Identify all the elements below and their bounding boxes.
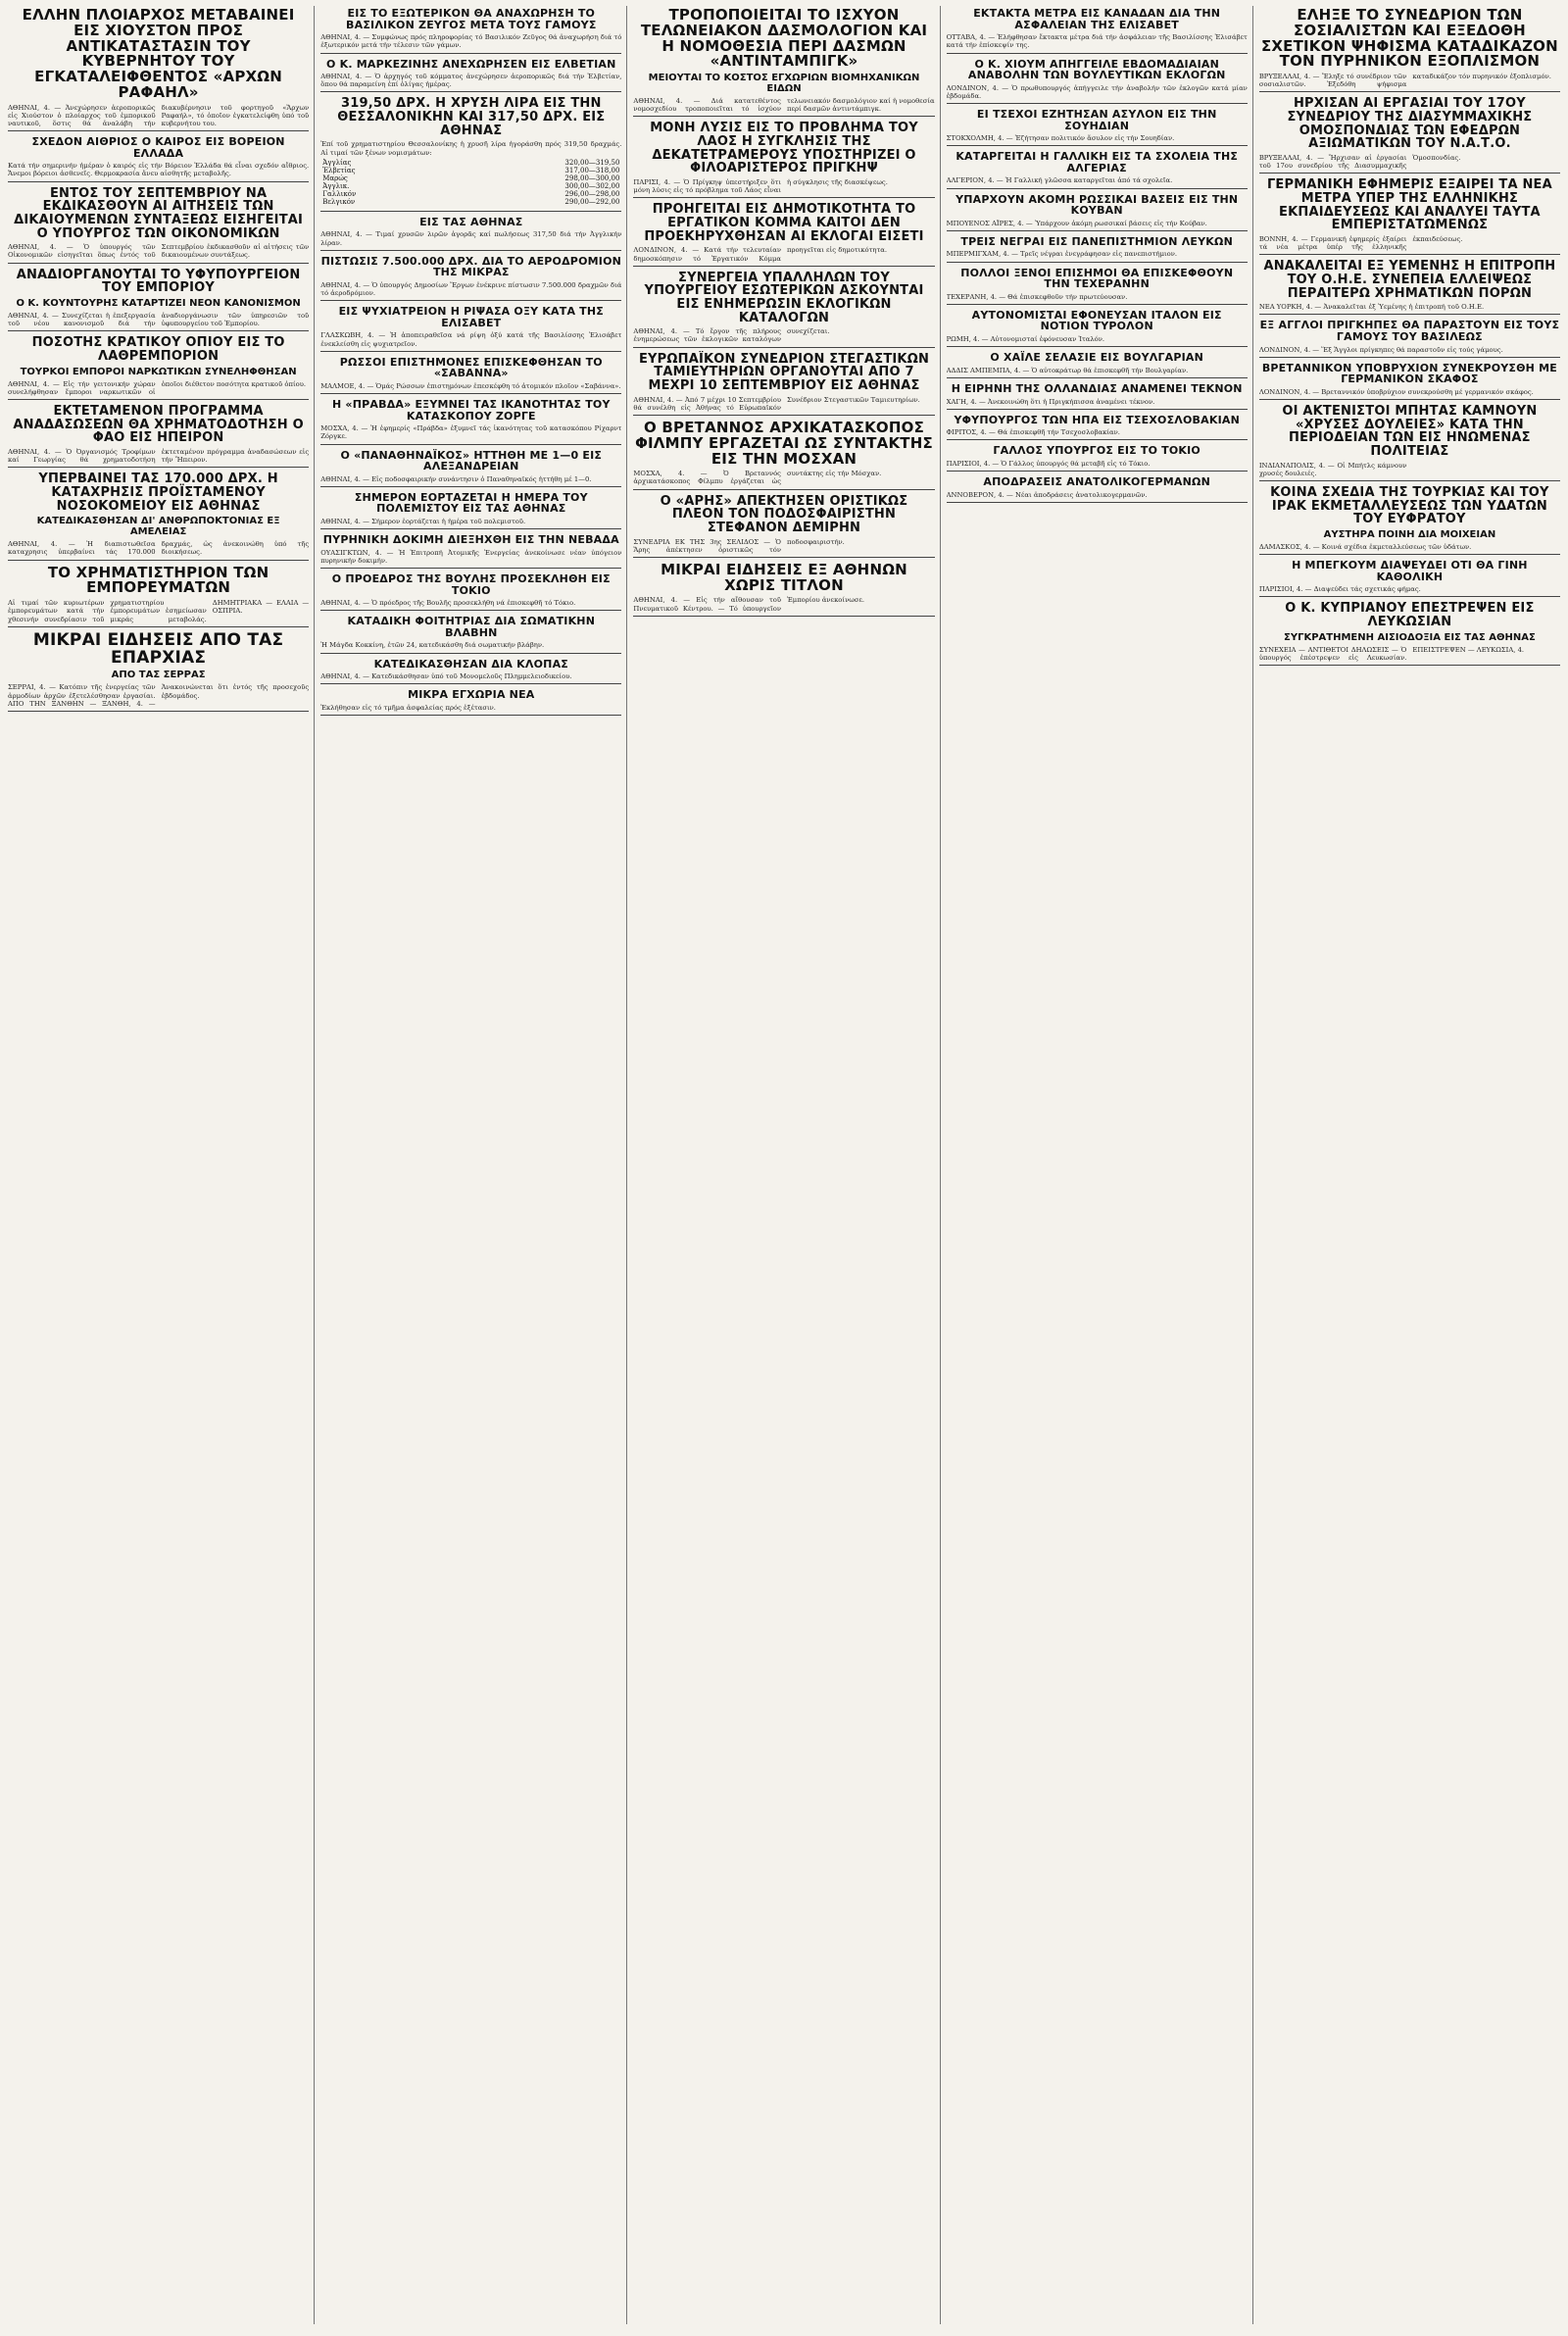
article-body: Ἐπί τοῦ χρηματιστηρίου Θεσσαλονίκης ἡ χρυσῆ λίρα ἠγοράσθη πρός 319,50 δραχμάς. Αἱ τιμαί τῶν ξένων νομισμάτων: bbox=[320, 140, 622, 157]
article-body: ΑΘΗΝΑΙ, 4. — Ὁ ὑπουργός Δημοσίων Ἔργων ἐνέκρινε πίστωσιν 7.500.000 δραχμῶν διά τό ἀεροδρόμιον. bbox=[320, 280, 622, 298]
article bbox=[1259, 361, 1560, 400]
article bbox=[633, 493, 934, 558]
headline: ΥΠΑΡΧΟΥΝ ΑΚΟΜΗ ΡΩΣΣΙΚΑΙ ΒΑΣΕΙΣ ΕΙΣ ΤΗΝ ΚΟΥΒΑΝ bbox=[956, 192, 1239, 218]
article bbox=[320, 57, 621, 93]
article bbox=[8, 471, 309, 560]
article-body: ΑΝΝΟΒΕΡΟΝ, 4. — Νέαι ἀποδράσεις ἀνατολικογερμανῶν. bbox=[946, 490, 1148, 499]
headline: Ο Κ. ΧΙΟΥΜ ΑΠΗΓΓΕΙΛΕ ΕΒΔΟΜΑΔΙΑΙΑΝ ΑΝΑΒΟΛΗΝ ΤΩΝ ΒΟΥΛΕΥΤΙΚΩΝ ΕΚΛΟΓΩΝ bbox=[967, 57, 1226, 82]
article-body: ΣΥΝΕΔΡΙΑ ΕΚ ΤΗΣ 3ης ΣΕΛΙΔΟΣ — Ὁ Ἄρης ἀπέκτησεν ὁριστικῶς τόν ποδοσφαιριστήν. bbox=[633, 537, 845, 554]
headline: ΕΝΤΟΣ ΤΟΥ ΣΕΠΤΕΜΒΡΙΟΥ ΝΑ ΕΚΔΙΚΑΣΘΟΥΝ ΑΙ ΑΙΤΗΣΕΙΣ ΤΩΝ ΔΙΚΑΙΟΥΜΕΝΩΝ ΣΥΝΤΑΞΕΩΣ ΕΙΣΗΓΕΙΤΑΙ Ο ΥΠΟΥΡΓΟΣ ΤΩΝ ΟΙΚΟΝΟΜΙΚΩΝ bbox=[14, 185, 304, 241]
price-label: Ἐλβετίας bbox=[322, 166, 356, 174]
article bbox=[1259, 318, 1560, 357]
headline: ΠΡΟΗΓΕΙΤΑΙ ΕΙΣ ΔΗΜΟΤΙΚΟΤΗΤΑ ΤΟ ΕΡΓΑΤΙΚΟΝ ΚΟΜΜΑ ΚΑΙΤΟΙ ΔΕΝ ΠΡΟΕΚΗΡΥΧΘΗΣΑΝ ΑΙ ΕΚΛΟΓΑΙ ΕΙΣΕΤΙ bbox=[644, 202, 924, 244]
headline: ΠΟΛΛΟΙ ΞΕΝΟΙ ΕΠΙΣΗΜΟΙ ΘΑ ΕΠΙΣΚΕΦΘΟΥΝ ΤΗΝ ΤΕΧΕΡΑΝΗΝ bbox=[960, 266, 1234, 291]
article-body: ΧΑΓΗ, 4. — Ἀνεκοινώθη ὅτι ἡ Πριγκήπισσα ἀναμένει τέκνον. bbox=[946, 397, 1155, 406]
article-body: ΛΟΝΔΙΝΟΝ, 4. — Ὁ πρωθυπουργός ἀπήγγειλε τήν ἀναβολήν τῶν ἐκλογῶν κατά μίαν ἑβδομάδα. bbox=[946, 83, 1248, 100]
price-value: 290,00—292,00 bbox=[564, 197, 620, 206]
article-body: ΑΘΗΝΑΙ, 4. — Εἰς ποδοσφαιρικήν συνάντησιν ὁ Παναθηναϊκός ἡττήθη μέ 1—0. bbox=[320, 474, 592, 483]
article-body: ΤΕΧΕΡΑΝΗ, 4. — Θά ἐπισκεφθοῦν τήν πρωτεύουσαν. bbox=[946, 292, 1128, 301]
article-body: ΑΘΗΝΑΙ, 4. — Ἀπό 7 μέχρι 10 Σεπτεμβρίου θά συνέλθη εἰς Ἀθήνας τό Εὐρωπαϊκόν Συνέδριον Στεγαστικῶν Ταμιευτηρίων. bbox=[633, 395, 920, 412]
article bbox=[320, 6, 621, 54]
article bbox=[947, 234, 1248, 263]
subheadline: ΑΠΟ ΤΑΣ ΣΕΡΡΑΣ bbox=[111, 670, 206, 681]
article-body: ΑΘΗΝΑΙ, 4. — Εἰς τήν γειτονικήν χώραν συνελήφθησαν ἔμποροι ναρκωτικῶν οἱ ὁποῖοι διέθετον ποσότητα κρατικοῦ ὀπίου. bbox=[8, 379, 306, 396]
article bbox=[633, 6, 934, 117]
headline: ΠΟΣΟΤΗΣ ΚΡΑΤΙΚΟΥ ΟΠΙΟΥ ΕΙΣ ΤΟ ΛΑΘΡΕΜΠΟΡΙΟΝ bbox=[31, 335, 285, 364]
price-table bbox=[320, 159, 621, 206]
table-row bbox=[320, 198, 621, 206]
article-body: ΑΘΗΝΑΙ, 4. — Ἡ διαπιστωθεῖσα καταχρησις ὑπερβαίνει τάς 170.000 δραχμάς, ὡς ἀνεκοινώθη ὑπό τῆς διοικήσεως. bbox=[8, 540, 310, 557]
article bbox=[947, 266, 1248, 305]
article-body: ΜΟΣΧΑ, 4. — Ἡ ἐφημερίς «Πράβδα» ἐξυμνεῖ τάς ἱκανότητας τοῦ κατασκόπου Ρίχαρντ Ζόργκε. bbox=[320, 424, 622, 441]
article bbox=[633, 270, 934, 348]
headline: ΓΑΛΛΟΣ ΥΠΟΥΡΓΟΣ ΕΙΣ ΤΟ ΤΟΚΙΟ bbox=[993, 444, 1200, 458]
article bbox=[947, 149, 1248, 188]
article-body: ΑΘΗΝΑΙ, 4. — Σήμερον ἑορτάζεται ἡ ἡμέρα τοῦ πολεμιστοῦ. bbox=[320, 517, 526, 525]
article-body: ΑΘΗΝΑΙ, 4. — Κατεδικάσθησαν ὑπό τοῦ Μονομελοῦς Πλημμελειοδικείου. bbox=[320, 672, 572, 681]
article-body: ΑΔΔΙΣ ΑΜΠΕΜΠΑ, 4. — Ὁ αὐτοκράτωρ θά ἐπισκεφθῆ τήν Βουλγαρίαν. bbox=[946, 366, 1189, 374]
headline: ΣΗΜΕΡΟΝ ΕΟΡΤΑΖΕΤΑΙ Η ΗΜΕΡΑ ΤΟΥ ΠΟΛΕΜΙΣΤΟΥ ΕΙΣ ΤΑΣ ΑΘΗΝΑΣ bbox=[354, 490, 588, 516]
article-body: ΑΘΗΝΑΙ, 4. — Συμφώνως πρός πληροφορίας τό Βασιλικόν Ζεῦγος θά ἀναχωρήση διά τό ἐξωτερικόν μετά τήν τέλεσιν τῶν γάμων. bbox=[320, 33, 622, 50]
article-body: Αἱ τιμαί τῶν κυριωτέρων ἐμπορευμάτων κατά τήν χθεσινήν συνεδρίασιν τοῦ χρηματιστηρίου ἐμπορευμάτων ἐσημείωσαν μικράς μεταβολάς. ΔΗΜΗΤΡΙΑΚΑ — ΕΛΑΙΑ — ΟΣΠΡΙΑ. bbox=[8, 599, 310, 623]
headline: ΚΑΤΑΡΓΕΙΤΑΙ Η ΓΑΛΛΙΚΗ ΕΙΣ ΤΑ ΣΧΟΛΕΙΑ ΤΗΣ ΑΛΓΕΡΙΑΣ bbox=[956, 150, 1239, 174]
article bbox=[633, 201, 934, 266]
headline: ΓΕΡΜΑΝΙΚΗ ΕΦΗΜΕΡΙΣ ΕΞΑΙΡΕΙ ΤΑ ΝΕΑ ΜΕΤΡΑ ΥΠΕΡ ΤΗΣ ΕΛΛΗΝΙΚΗΣ ΕΚΠΑΙΔΕΥΣΕΩΣ ΚΑΙ ΑΝΑΛΥΕΙ ΤΑΥΤΑ ΕΜΠΕΡΙΣΤΑΤΩΜΕΝΩΣ bbox=[1266, 177, 1552, 233]
column-2 bbox=[320, 6, 627, 2324]
price-value: 296,00—298,00 bbox=[564, 189, 620, 198]
headline: ΚΑΤΑΔΙΚΗ ΦΟΙΤΗΤΡΙΑΣ ΔΙΑ ΣΩΜΑΤΙΚΗΝ ΒΛΑΒΗΝ bbox=[347, 615, 596, 639]
article bbox=[1259, 6, 1560, 92]
article bbox=[1259, 403, 1560, 481]
article bbox=[947, 107, 1248, 146]
headline: ΗΡΧΙΣΑΝ ΑΙ ΕΡΓΑΣΙΑΙ ΤΟΥ 17ΟΥ ΣΥΝΕΔΡΙΟΥ ΤΗΣ ΔΙΑΣΥΜΜΑΧΙΚΗΣ ΟΜΟΣΠΟΝΔΙΑΣ ΤΩΝ ΕΦΕΔΡΩΝ ΑΞΙΩΜΑΤΙΚΩΝ ΤΟΥ Ν.Α.Τ.Ο. bbox=[1287, 96, 1533, 152]
article-body: ΛΟΝΔΙΝΟΝ, 4. — Ἕξ Ἄγγλοι πρίγκηπες θά παραστοῦν εἰς τούς γάμους. bbox=[1258, 345, 1503, 354]
article-body: ΑΘΗΝΑΙ, 4. — Ἀνεχώρησεν ἀεροπορικῶς εἰς Χιούστον ὁ πλοίαρχος τοῦ ἐμπορικοῦ ναυτικοῦ, ὅστις θά ἀναλάβη τήν διακυβέρνησιν τοῦ φορτηγοῦ «Ἄρχων Ραφαήλ», τό ὁποῖον ἐγκατελείφθη ὑπό τοῦ κυβερνήτου του. bbox=[8, 103, 310, 127]
article bbox=[320, 95, 621, 211]
price-value: 317,00—318,00 bbox=[564, 166, 620, 174]
article-body: ΑΘΗΝΑΙ, 4. — Τιμαί χρυσῶν λιρῶν ἀγορᾶς καί πωλήσεως 317,50 διά τήν Ἀγγλικήν λίραν. bbox=[320, 230, 622, 247]
article-body: ΠΑΡΙΣΙ, 4. — Ὁ Πρίγκηψ ὑπεστήριξεν ὅτι μόνη λύσις εἰς τό πρόβλημα τοῦ Λάος εἶναι ἡ σύγκλησις τῆς διασκέψεως. bbox=[633, 177, 888, 195]
article-body: ΒΟΝΝΗ, 4. — Γερμανική ἐφημερίς ἐξαίρει τά νέα μέτρα ὑπέρ τῆς ἑλληνικῆς ἐκπαιδεύσεως. bbox=[1258, 234, 1463, 252]
article-body: ΒΡΥΞΕΛΛΑΙ, 4. — Ἔληξε τό συνέδριον τῶν σοσιαλιστῶν. Ἐξεδόθη ψήφισμα καταδικάζον τόν πυρηνικόν ἐξοπλισμόν. bbox=[1258, 73, 1551, 89]
price-value: 320,00—319,50 bbox=[564, 158, 620, 167]
headline: ΕΙΣ ΨΥΧΙΑΤΡΕΙΟΝ Η ΡΙΨΑΣΑ ΟΞΥ ΚΑΤΑ ΤΗΣ ΕΛΙΣΑΒΕΤ bbox=[338, 305, 605, 329]
headline: Ο Κ. ΚΥΠΡΙΑΝΟΥ ΕΠΕΣΤΡΕΨΕΝ ΕΙΣ ΛΕΥΚΩΣΙΑΝ bbox=[1285, 601, 1535, 630]
article-body: ΙΝΔΙΑΝΑΠΟΛΙΣ, 4. — Οἱ Μπήτλς κάμνουν χρυσές δουλειές. bbox=[1258, 461, 1407, 477]
article bbox=[947, 443, 1248, 472]
article-body: ΜΑΛΜΟΕ, 4. — Ὁμάς Ρώσσων ἐπιστημόνων ἐπεσκέφθη τό ἀτομικόν πλοῖον «Σαβάννα». bbox=[320, 381, 621, 390]
headline: ΚΑΤΕΔΙΚΑΣΘΗΣΑΝ ΔΙΑ ΚΛΟΠΑΣ bbox=[373, 657, 568, 671]
article bbox=[1259, 484, 1560, 555]
article bbox=[320, 215, 621, 251]
article-body: ΑΘΗΝΑΙ, 4. — Συνεχίζεται ἡ ἐπεξεργασία τοῦ νέου κανονισμοῦ διά τήν ἀναδιοργάνωσιν τῶν ὑπηρεσιῶν τοῦ ὑφυπουργείου τοῦ Ἐμπορίου. bbox=[8, 311, 310, 328]
article bbox=[947, 350, 1248, 378]
headline: ΠΙΣΤΩΣΙΣ 7.500.000 ΔΡΧ. ΔΙΑ ΤΟ ΑΕΡΟΔΡΟΜΙΟΝ ΤΗΣ ΜΙΚΡΑΣ bbox=[320, 254, 622, 279]
article bbox=[320, 397, 621, 445]
article-body: ΛΟΝΔΙΝΟΝ, 4. — Κατά τήν τελευταίαν δημοσκόπησιν τό Ἐργατικόν Κόμμα προηγεῖται εἰς δημοτικότητα. bbox=[633, 246, 887, 263]
article-body: ΡΩΜΗ, 4. — Αὐτονομισταί ἐφόνευσαν Ἰταλόν. bbox=[946, 335, 1105, 344]
article-body: ΦΙΡΙΤΟΣ, 4. — Θά ἐπισκεφθῆ τήν Τσεχοσλοβακίαν. bbox=[946, 428, 1120, 437]
table-row bbox=[320, 190, 621, 198]
article-body: ΑΘΗΝΑΙ, 4. — Ὁ ὑπουργός τῶν Οἰκονομικῶν εἰσηγεῖται ὅπως ἐντός τοῦ Σεπτεμβρίου ἐκδικασθοῦν αἱ αἰτήσεις τῶν δικαιουμένων συντάξεως. bbox=[8, 243, 310, 260]
table-row bbox=[320, 167, 621, 174]
headline: ΑΝΑΔΙΟΡΓΑΝΟΥΤΑΙ ΤΟ ΥΦΥΠΟΥΡΓΕΙΟΝ ΤΟΥ ΕΜΠΟΡΙΟΥ bbox=[16, 267, 301, 296]
article bbox=[8, 630, 309, 712]
article bbox=[947, 192, 1248, 231]
article bbox=[947, 413, 1248, 441]
article-body: ΑΘΗΝΑΙ, 4. — Τό ἔργον τῆς πλήρους ἐνημερώσεως τῶν ἐκλογικῶν καταλόγων συνεχίζεται. bbox=[633, 327, 830, 344]
price-value: 298,00—300,00 bbox=[564, 174, 620, 182]
subheadline: ΑΥΣΤΗΡΑ ΠΟΙΝΗ ΔΙΑ ΜΟΙΧΕΙΑΝ bbox=[1323, 528, 1496, 540]
article bbox=[1259, 258, 1560, 315]
article bbox=[320, 687, 621, 716]
article bbox=[8, 185, 309, 264]
article-body: ΜΟΣΧΑ, 4. — Ὁ Βρεταννός ἀρχικατάσκοπος Φίλμπυ ἐργάζεται ὡς συντάκτης εἰς τήν Μόσχαν. bbox=[633, 470, 882, 486]
article bbox=[320, 304, 621, 352]
headline: Ο ΧΑΪΛΕ ΣΕΛΑΣΙΕ ΕΙΣ ΒΟΥΛΓΑΡΙΑΝ bbox=[990, 351, 1204, 365]
headline: Η «ΠΡΑΒΔΑ» ΕΞΥΜΝΕΙ ΤΑΣ ΙΚΑΝΟΤΗΤΑΣ ΤΟΥ ΚΑΤΑΣΚΟΠΟΥ ΖΟΡΓΕ bbox=[331, 398, 611, 422]
price-label: Μαρώς bbox=[322, 174, 348, 182]
headline: Ο Κ. ΜΑΡΚΕΖΙΝΗΣ ΑΝΕΧΩΡΗΣΕΝ ΕΙΣ ΕΛΒΕΤΙΑΝ bbox=[326, 57, 616, 71]
headline: Η ΕΙΡΗΝΗ ΤΗΣ ΟΛΛΑΝΔΙΑΣ ΑΝΑΜΕΝΕΙ ΤΕΚΝΟΝ bbox=[951, 381, 1243, 395]
headline: ΤΡΕΙΣ ΝΕΓΡΑΙ ΕΙΣ ΠΑΝΕΠΙΣΤΗΜΙΟΝ ΛΕΥΚΩΝ bbox=[960, 234, 1233, 248]
headline: ΜΙΚΡΑ ΕΓΧΩΡΙΑ ΝΕΑ bbox=[408, 688, 535, 702]
article-body: Ἡ Μάγδα Κοκκίνη, ἐτῶν 24, κατεδικάσθη διά σωματικήν βλάβην. bbox=[320, 641, 545, 650]
article-body: ΑΘΗΝΑΙ, 4. — Ὁ πρόεδρος τῆς Βουλῆς προσεκλήθη νά ἐπισκεφθῆ τό Τόκιο. bbox=[320, 599, 576, 608]
article-body: ΑΘΗΝΑΙ, 4. — Εἰς τήν αἴθουσαν τοῦ Πνευματικοῦ Κέντρου. — Τό ὑπουργεῖον Ἐμπορίου ἀνεκοίνωσε. bbox=[633, 596, 865, 613]
headline: ΕΥΡΩΠΑΪΚΟΝ ΣΥΝΕΔΡΙΟΝ ΣΤΕΓΑΣΤΙΚΩΝ ΤΑΜΙΕΥΤΗΡΙΩΝ ΟΡΓΑΝΟΥΤΑΙ ΑΠΟ 7 ΜΕΧΡΙ 10 ΣΕΠΤΕΜΒΡΙΟΥ ΕΙΣ ΑΘΗΝΑΣ bbox=[638, 351, 930, 393]
article-body: ΣΕΡΡΑΙ, 4. — Κατόπιν τῆς ἐνεργείας τῶν ἁρμοδίων ἀρχῶν ἐξετελέσθησαν ἐργασίαι. ΑΠΟ ΤΗΝ ΞΑΝΘΗΝ — ΞΑΝΘΗ, 4. — Ἀνακοινώνεται ὅτι ἐντός τῆς προσεχοῦς ἑβδομάδος. bbox=[8, 683, 310, 708]
subheadline: ΤΟΥΡΚΟΙ ΕΜΠΟΡΟΙ ΝΑΡΚΩΤΙΚΩΝ ΣΥΝΕΛΗΦΘΗΣΑΝ bbox=[20, 366, 297, 377]
headline: ΑΥΤΟΝΟΜΙΣΤΑΙ ΕΦΟΝΕΥΣΑΝ ΙΤΑΛΟΝ ΕΙΣ ΝΟΤΙΟΝ ΤΥΡΟΛΟΝ bbox=[971, 308, 1222, 333]
article bbox=[633, 351, 934, 416]
column-3 bbox=[633, 6, 940, 2324]
article bbox=[947, 381, 1248, 410]
price-label: Ἀγγλίας bbox=[322, 158, 352, 167]
article-body: ΣΤΟΚΧΟΛΜΗ, 4. — Ἐζήτησαν πολιτικόν ἄσυλον εἰς τήν Σουηδίαν. bbox=[946, 134, 1175, 143]
column-4 bbox=[947, 6, 1253, 2324]
headline: ΕΙ ΤΣΕΧΟΙ ΕΖΗΤΗΣΑΝ ΑΣΥΛΟΝ ΕΙΣ ΤΗΝ ΣΟΥΗΔΙΑΝ bbox=[976, 108, 1217, 132]
article bbox=[320, 448, 621, 487]
article-body: ΠΑΡΙΣΙΟΙ, 4. — Ὁ Γάλλος ὑπουργός θά μεταβῆ εἰς τό Τόκιο. bbox=[946, 460, 1151, 469]
subheadline: ΚΑΤΕΔΙΚΑΣΘΗΣΑΝ ΔΙ' ΑΝΘΡΩΠΟΚΤΟΝΙΑΣ ΕΞ ΑΜΕΛΕΙΑΣ bbox=[36, 516, 280, 538]
headline: ΑΝΑΚΑΛΕΙΤΑΙ ΕΞ ΥΕΜΕΝΗΣ Η ΕΠΙΤΡΟΠΗ ΤΟΥ Ο.Η.Ε. ΣΥΝΕΠΕΙΑ ΕΛΛΕΙΨΕΩΣ ΠΕΡΑΙΤΕΡΩ ΧΡΗΜΑΤΙΚΩΝ ΠΟΡΩΝ bbox=[1263, 259, 1556, 301]
article bbox=[8, 267, 309, 332]
headline: Η ΜΠΕΓΚΟΥΜ ΔΙΑΨΕΥΔΕΙ ΟΤΙ ΘΑ ΓΙΝΗ ΚΑΘΟΛΙΚΗ bbox=[1292, 559, 1528, 583]
article-body: ΑΘΗΝΑΙ, 4. — Ὁ ἀρχηγός τοῦ κόμματος ἀνεχώρησεν ἀεροπορικῶς διά τήν Ἐλβετίαν, ὅπου θά παραμείνη ἐπί ὀλίγας ἡμέρας. bbox=[320, 73, 622, 89]
headline: ΕΙΣ ΤΟ ΕΞΩΤΕΡΙΚΟΝ ΘΑ ΑΝΑΧΩΡΗΣΗ ΤΟ ΒΑΣΙΛΙΚΟΝ ΖΕΥΓΟΣ ΜΕΤΑ ΤΟΥΣ ΓΑΜΟΥΣ bbox=[346, 7, 597, 31]
article-body: ΔΑΜΑΣΚΟΣ, 4. — Κοινά σχέδια ἐκμεταλλεύσεως τῶν ὑδάτων. bbox=[1258, 542, 1472, 551]
table-row bbox=[320, 159, 621, 167]
article bbox=[1259, 600, 1560, 666]
article bbox=[320, 532, 621, 569]
article bbox=[947, 474, 1248, 503]
headline: ΥΠΕΡΒΑΙΝΕΙ ΤΑΣ 170.000 ΔΡΧ. Η ΚΑΤΑΧΡΗΣΙΣ ΠΡΟΪΣΤΑΜΕΝΟΥ ΝΟΣΟΚΟΜΕΙΟΥ ΕΙΣ ΑΘΗΝΑΣ bbox=[38, 472, 278, 514]
article-body: ΠΑΡΙΣΙΟΙ, 4. — Διαψεύδει τάς σχετικάς φήμας. bbox=[1258, 585, 1421, 594]
headline: ΚΟΙΝΑ ΣΧΕΔΙΑ ΤΗΣ ΤΟΥΡΚΙΑΣ ΚΑΙ ΤΟΥ ΙΡΑΚ ΕΚΜΕΤΑΛΛΕΥΣΕΩΣ ΤΩΝ ΥΔΑΤΩΝ ΤΟΥ ΕΥΦΡΑΤΟΥ bbox=[1270, 485, 1549, 527]
headline: ΕΞ ΑΓΓΛΟΙ ΠΡΙΓΚΗΠΕΣ ΘΑ ΠΑΡΑΣΤΟΥΝ ΕΙΣ ΤΟΥΣ ΓΑΜΟΥΣ ΤΟΥ ΒΑΣΙΛΕΩΣ bbox=[1259, 319, 1560, 344]
column-5 bbox=[1259, 6, 1560, 2324]
article bbox=[320, 490, 621, 529]
article-body: ΛΟΝΔΙΝΟΝ, 4. — Βρεταννικόν ὑποβρύχιον συνεκρούσθη μέ γερμανικόν σκάφος. bbox=[1258, 387, 1534, 396]
article bbox=[320, 657, 621, 685]
article-body: ΜΠΟΥΕΝΟΣ ΑΪΡΕΣ, 4. — Ὑπάρχουν ἀκόμη ρωσσικαί βάσεις εἰς τήν Κούβαν. bbox=[946, 219, 1207, 227]
headline: ΥΦΥΠΟΥΡΓΟΣ ΤΩΝ ΗΠΑ ΕΙΣ ΤΣΕΧΟΣΛΟΒΑΚΙΑΝ bbox=[954, 413, 1240, 426]
article-body: Ἐκλήθησαν εἰς τό τμῆμα ἀσφαλείας πρός ἐξέτασιν. bbox=[320, 703, 496, 712]
newspaper-page bbox=[8, 6, 1560, 2324]
headline: ΜΙΚΡΑΙ ΕΙΔΗΣΕΙΣ ΕΞ ΑΘΗΝΩΝ ΧΩΡΙΣ ΤΙΤΛΟΝ bbox=[661, 560, 907, 594]
article-body: ΓΛΑΣΚΩΒΗ, 4. — Ἡ ἀποπειραθεῖσα νά ρίψη ὀξύ κατά τῆς Βασιλίσσης Ἐλισάβετ ἐνεκλείσθη εἰς ψυχιατρεῖον. bbox=[320, 331, 622, 348]
article bbox=[947, 57, 1248, 105]
article bbox=[8, 134, 309, 182]
article bbox=[320, 355, 621, 394]
price-label: Βελγικόν bbox=[322, 197, 356, 206]
headline: ΣΥΝΕΡΓΕΙΑ ΥΠΑΛΛΗΛΩΝ ΤΟΥ ΥΠΟΥΡΓΕΙΟΥ ΕΣΩΤΕΡΙΚΩΝ ΑΣΚΟΥΝΤΑΙ ΕΙΣ ΕΝΗΜΕΡΩΣΙΝ ΕΚΛΟΓΙΚΩΝ ΚΑΤΑΛΟΓΩΝ bbox=[644, 270, 924, 325]
article-body: ΒΡΥΞΕΛΛΑΙ, 4. — Ἤρχισαν αἱ ἐργασίαι τοῦ 17ου συνεδρίου τῆς Διασυμμαχικῆς Ὁμοσπονδίας. bbox=[1258, 153, 1461, 171]
headline: ΒΡΕΤΑΝΝΙΚΟΝ ΥΠΟΒΡΥΧΙΟΝ ΣΥΝΕΚΡΟΥΣΘΗ ΜΕ ΓΕΡΜΑΝΙΚΟΝ ΣΚΑΦΟΣ bbox=[1261, 361, 1557, 386]
article bbox=[8, 334, 309, 400]
headline: ΜΙΚΡΑΙ ΕΙΔΗΣΕΙΣ ΑΠΟ ΤΑΣ ΕΠΑΡΧΙΑΣ bbox=[32, 629, 284, 668]
headline: ΠΥΡΗΝΙΚΗ ΔΟΚΙΜΗ ΔΙΕΞΗΧΘΗ ΕΙΣ ΤΗΝ ΝΕΒΑΔΑ bbox=[322, 533, 619, 547]
headline: ΑΠΟΔΡΑΣΕΙΣ ΑΝΑΤΟΛΙΚΟΓΕΡΜΑΝΩΝ bbox=[983, 475, 1211, 489]
article bbox=[1259, 95, 1560, 174]
column-1 bbox=[8, 6, 315, 2324]
article bbox=[947, 308, 1248, 347]
headline: Ο ΒΡΕΤΑΝΝΟΣ ΑΡΧΙΚΑΤΑΣΚΟΠΟΣ ΦΙΛΜΠΥ ΕΡΓΑΖΕΤΑΙ ΩΣ ΣΥΝΤΑΚΤΗΣ ΕΙΣ ΤΗΝ ΜΟΣΧΑΝ bbox=[635, 419, 933, 468]
headline: ΟΙ ΑΚΤΕΝΙΣΤΟΙ ΜΠΗΤΑΣ ΚΑΜΝΟΥΝ «ΧΡΥΣΕΣ ΔΟΥΛΕΙΕΣ» ΚΑΤΑ ΤΗΝ ΠΕΡΙΟΔΕΙΑΝ ΤΩΝ ΕΙΣ ΗΝΩΜΕΝΑΣ ΠΟΛΙΤΕΙΑΣ bbox=[1282, 404, 1538, 459]
article bbox=[320, 572, 621, 611]
article bbox=[633, 561, 934, 617]
headline: ΜΟΝΗ ΛΥΣΙΣ ΕΙΣ ΤΟ ΠΡΟΒΛΗΜΑ ΤΟΥ ΛΑΟΣ Η ΣΥΓΚΛΗΣΙΣ ΤΗΣ ΔΕΚΑΤΕΤΡΑΜΕΡΟΥΣ ΥΠΟΣΤΗΡΙΖΕΙ Ο ΦΙΛΟΑΡΙΣΤΕΡΟΣ ΠΡΙΓΚΗΨ bbox=[650, 121, 918, 176]
subheadline: Ο Κ. ΚΟΥΝΤΟΥΡΗΣ ΚΑΤΑΡΤΙΖΕΙ ΝΕΟΝ ΚΑΝΟΝΙΣΜΟΝ bbox=[16, 297, 301, 309]
headline: ΤΟ ΧΡΗΜΑΤΙΣΤΗΡΙΟΝ ΤΩΝ ΕΜΠΟΡΕΥΜΑΤΩΝ bbox=[47, 563, 270, 597]
article-body: ΜΠΕΡΜΙΓΧΑΜ, 4. — Τρεῖς νέγραι ἐνεγράφησαν εἰς πανεπιστήμιον. bbox=[946, 250, 1178, 259]
subheadline: ΜΕΙΟΥΤΑΙ ΤΟ ΚΟΣΤΟΣ ΕΓΧΩΡΙΩΝ ΒΙΟΜΗΧΑΝΙΚΩΝ ΕΙΔΩΝ bbox=[648, 73, 920, 94]
article bbox=[320, 254, 621, 302]
headline: ΕΛΛΗΝ ΠΛΟΙΑΡΧΟΣ ΜΕΤΑΒΑΙΝΕΙ ΕΙΣ ΧΙΟΥΣΤΟΝ ΠΡΟΣ ΑΝΤΙΚΑΤΑΣΤΑΣΙΝ ΤΟΥ ΚΥΒΕΡΝΗΤΟΥ ΤΟΥ ΕΓΚΑΤΑΛΕΙΦΘΕΝΤΟΣ «ΑΡΧΩΝ ΡΑΦΑΗΛ» bbox=[22, 6, 295, 101]
headline: ΤΡΟΠΟΠΟΙΕΙΤΑΙ ΤΟ ΙΣΧΥΟΝ ΤΕΛΩΝΕΙΑΚΟΝ ΔΑΣΜΟΛΟΓΙΟΝ ΚΑΙ Η ΝΟΜΟΘΕΣΙΑ ΠΕΡΙ ΔΑΣΜΩΝ «ΑΝΤΙΝΤΑΜΠΙΓΚ» bbox=[640, 6, 928, 71]
headline: ΣΧΕΔΟΝ ΑΙΘΡΙΟΣ Ο ΚΑΙΡΟΣ ΕΙΣ ΒΟΡΕΙΟΝ ΕΛΛΑΔΑ bbox=[31, 135, 285, 160]
article bbox=[1259, 558, 1560, 597]
article bbox=[8, 6, 309, 131]
article-body: Κατά τήν σημερινήν ἡμέραν ὁ καιρός εἰς τήν Βόρειον Ἑλλάδα θά εἶναι σχεδόν αἴθριος. Ἄνεμοι βόρειοι ἀσθενεῖς. Θερμοκρασία ἄνευ αἰσθητῆς μεταβολῆς. bbox=[8, 162, 310, 178]
headline: ΡΩΣΣΟΙ ΕΠΙΣΤΗΜΟΝΕΣ ΕΠΙΣΚΕΦΘΗΣΑΝ ΤΟ «ΣΑΒΑΝΝΑ» bbox=[339, 355, 603, 380]
table-row bbox=[320, 174, 621, 182]
article-body: ΟΤΤΑΒΑ, 4. — Ἐλήφθησαν ἔκτακτα μέτρα διά τήν ἀσφάλειαν τῆς Βασιλίσσης Ἐλισάβετ κατά τήν ἐπίσκεψίν της. bbox=[946, 33, 1248, 50]
article bbox=[633, 120, 934, 198]
headline: 319,50 ΔΡΧ. Η ΧΡΥΣΗ ΛΙΡΑ ΕΙΣ ΤΗΝ ΘΕΣΣΑΛΟΝΙΚΗΝ ΚΑΙ 317,50 ΔΡΧ. ΕΙΣ ΑΘΗΝΑΣ bbox=[337, 96, 606, 138]
article bbox=[947, 6, 1248, 54]
price-value: 300,00—302,00 bbox=[564, 181, 620, 190]
subheadline: ΣΥΓΚΡΑΤΗΜΕΝΗ ΑΙΣΙΟΔΟΞΙΑ ΕΙΣ ΤΑΣ ΑΘΗΝΑΣ bbox=[1284, 631, 1536, 643]
article bbox=[8, 403, 309, 468]
article bbox=[320, 614, 621, 653]
article bbox=[1259, 176, 1560, 255]
article-body: ΝΕΑ ΥΟΡΚΗ, 4. — Ἀνακαλεῖται ἐξ Ὑεμένης ἡ ἐπιτροπή τοῦ Ο.Η.Ε. bbox=[1258, 303, 1485, 312]
headline: Ο ΠΡΟΕΔΡΟΣ ΤΗΣ ΒΟΥΛΗΣ ΠΡΟΣΕΚΛΗΘΗ ΕΙΣ ΤΟΚΙΟ bbox=[331, 572, 611, 597]
price-label: Ἀγγλικ. bbox=[322, 181, 350, 190]
article-body: ΣΥΝΕΧΕΙΑ — ΑΝΤΙΘΕΤΟΙ ΔΗΛΩΣΕΙΣ — Ὁ ὑπουργός ἐπέστρεψεν εἰς Λευκωσίαν. ΕΠΕΙΣΤΡΕΨΕΝ — ΛΕΥΚΩΣΙΑ, 4. bbox=[1258, 645, 1525, 662]
table-row bbox=[320, 182, 621, 190]
headline: ΕΚΤΕΤΑΜΕΝΟΝ ΠΡΟΓΡΑΜΜΑ ΑΝΑΔΑΣΩΣΕΩΝ ΘΑ ΧΡΗΜΑΤΟΔΟΤΗΣΗ Ο ΦΑΟ ΕΙΣ ΗΠΕΙΡΟΝ bbox=[13, 403, 304, 446]
article-body: ΑΛΓΕΡΙΟΝ, 4. — Ἡ Γαλλική γλῶσσα καταργεῖται ἀπό τά σχολεῖα. bbox=[946, 176, 1173, 185]
article-body: ΟΥΑΣΙΓΚΤΩΝ, 4. — Ἡ Ἐπιτροπή Ἀτομικῆς Ἐνεργείας ἀνεκοίνωσε νέαν ὑπόγειον πυρηνικήν δοκιμήν. bbox=[320, 548, 622, 565]
headline: ΕΚΤΑΚΤΑ ΜΕΤΡΑ ΕΙΣ ΚΑΝΑΔΑΝ ΔΙΑ ΤΗΝ ΑΣΦΑΛΕΙΑΝ ΤΗΣ ΕΛΙΣΑΒΕΤ bbox=[973, 7, 1221, 31]
article bbox=[633, 419, 934, 490]
headline: Ο «ΑΡΗΣ» ΑΠΕΚΤΗΣΕΝ ΟΡΙΣΤΙΚΩΣ ΠΛΕΟΝ ΤΟΝ ΠΟΔΟΣΦΑΙΡΙΣΤΗΝ ΣΤΕΦΑΝΟΝ ΔΕΜΙΡΗΝ bbox=[660, 493, 908, 535]
article-body: ΑΘΗΝΑΙ, 4. — Ὁ Ὀργανισμός Τροφίμων καί Γεωργίας θά χρηματοδοτήση ἐκτεταμένον πρόγραμμα ἀναδασώσεων εἰς τήν Ἤπειρον. bbox=[8, 447, 310, 465]
headline: Ο «ΠΑΝΑΘΗΝΑΪΚΟΣ» ΗΤΤΗΘΗ ΜΕ 1—0 ΕΙΣ ΑΛΕΞΑΝΔΡΕΙΑΝ bbox=[340, 448, 603, 473]
article-body: ΑΘΗΝΑΙ, 4. — Διά κατατεθέντος νομοσχεδίου τροποποιεῖται τό ἰσχύον τελωνειακόν δασμολόγιον καί ἡ νομοθεσία περί δασμῶν ἀντιντάμπιγκ. bbox=[633, 97, 935, 114]
article bbox=[8, 564, 309, 627]
headline: ΕΙΣ ΤΑΣ ΑΘΗΝΑΣ bbox=[419, 215, 523, 228]
headline: ΕΛΗΞΕ ΤΟ ΣΥΝΕΔΡΙΟΝ ΤΩΝ ΣΟΣΙΑΛΙΣΤΩΝ ΚΑΙ ΕΞΕΔΟΘΗ ΣΧΕΤΙΚΟΝ ΨΗΦΙΣΜΑ ΚΑΤΑΔΙΚΑΖΟΝ ΤΟΝ ΠΥΡΗΝΙΚΟΝ ΕΞΟΠΛΙΣΜΟΝ bbox=[1260, 6, 1558, 71]
price-label: Γαλλικόν bbox=[322, 189, 357, 198]
